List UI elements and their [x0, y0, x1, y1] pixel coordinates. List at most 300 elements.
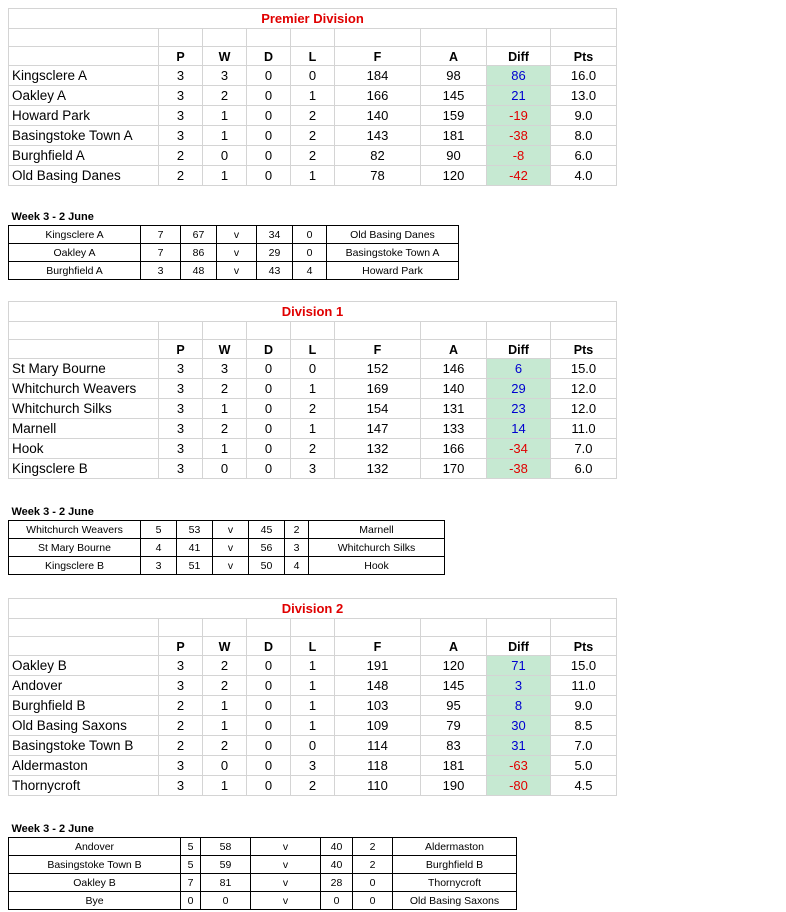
league-points: 7.0 [551, 439, 617, 459]
home-score: 81 [201, 874, 251, 892]
standings-row [9, 379, 617, 399]
away-match-points: 0 [293, 244, 327, 262]
won: 0 [203, 146, 247, 166]
week-title: Week 3 - 2 June [9, 208, 459, 226]
lost: 1 [291, 166, 335, 186]
league-points: 4.0 [551, 166, 617, 186]
away-score: 40 [321, 838, 353, 856]
away-team: Hook [309, 557, 445, 575]
pts-header: Pts [551, 637, 617, 656]
team-header [9, 637, 159, 656]
drawn: 0 [247, 676, 291, 696]
away-team: Marnell [309, 521, 445, 539]
diff-value: 8 [514, 698, 523, 713]
drawn: 0 [247, 66, 291, 86]
won: 2 [203, 419, 247, 439]
versus: v [217, 226, 257, 244]
points-diff [487, 126, 551, 146]
team-name: Andover [9, 676, 159, 696]
lost: 1 [291, 696, 335, 716]
team-name: Thornycroft [9, 776, 159, 796]
points-diff [487, 419, 551, 439]
played: 3 [159, 399, 203, 419]
away-score: 40 [321, 856, 353, 874]
team-name: Kingsclere B [9, 459, 159, 479]
division-2-table [8, 598, 617, 796]
home-score: 41 [177, 539, 213, 557]
league-points: 16.0 [551, 66, 617, 86]
league-points: 11.0 [551, 676, 617, 696]
drawn: 0 [247, 756, 291, 776]
played: 2 [159, 146, 203, 166]
played: 3 [159, 86, 203, 106]
points-diff [487, 106, 551, 126]
home-team: Burghfield A [9, 262, 141, 280]
diff-value: 29 [511, 381, 526, 396]
played: 3 [159, 66, 203, 86]
away-match-points: 2 [285, 521, 309, 539]
away-team: Thornycroft [393, 874, 517, 892]
diff-header: Diff [487, 637, 551, 656]
f-header: F [335, 47, 421, 66]
away-score: 56 [249, 539, 285, 557]
standings-row [9, 696, 617, 716]
points-for: 184 [335, 66, 421, 86]
home-match-points: 0 [181, 892, 201, 910]
points-against: 83 [421, 736, 487, 756]
division-1-week-fixtures [8, 503, 445, 575]
points-diff [487, 86, 551, 106]
division-title: Division 2 [9, 599, 617, 619]
points-for: 169 [335, 379, 421, 399]
a-header: A [421, 47, 487, 66]
won: 1 [203, 776, 247, 796]
team-name: Burghfield A [9, 146, 159, 166]
standings-row [9, 166, 617, 186]
played: 2 [159, 166, 203, 186]
points-for: 152 [335, 359, 421, 379]
played: 2 [159, 696, 203, 716]
standings-row [9, 756, 617, 776]
fixture-row [9, 874, 517, 892]
drawn: 0 [247, 126, 291, 146]
w-header: W [203, 340, 247, 359]
home-team: Basingstoke Town B [9, 856, 181, 874]
points-against: 190 [421, 776, 487, 796]
drawn: 0 [247, 439, 291, 459]
points-for: 154 [335, 399, 421, 419]
home-team: Kingsclere B [9, 557, 141, 575]
league-points: 6.0 [551, 146, 617, 166]
won: 1 [203, 126, 247, 146]
team-name: Marnell [9, 419, 159, 439]
points-against: 181 [421, 756, 487, 776]
won: 2 [203, 656, 247, 676]
division-title: Division 1 [9, 302, 617, 322]
points-against: 98 [421, 66, 487, 86]
l-header: L [291, 340, 335, 359]
f-header: F [335, 637, 421, 656]
points-diff [487, 716, 551, 736]
away-score: 34 [257, 226, 293, 244]
points-against: 79 [421, 716, 487, 736]
home-team: Kingsclere A [9, 226, 141, 244]
drawn: 0 [247, 776, 291, 796]
diff-value: -80 [509, 778, 528, 793]
points-against: 120 [421, 656, 487, 676]
home-team: Whitchurch Weavers [9, 521, 141, 539]
standings-row [9, 716, 617, 736]
versus: v [217, 244, 257, 262]
d-header: D [247, 47, 291, 66]
league-points: 5.0 [551, 756, 617, 776]
won: 2 [203, 736, 247, 756]
away-match-points: 4 [285, 557, 309, 575]
team-name: Whitchurch Silks [9, 399, 159, 419]
won: 3 [203, 359, 247, 379]
league-points: 15.0 [551, 656, 617, 676]
standings-row [9, 359, 617, 379]
versus: v [213, 557, 249, 575]
points-against: 133 [421, 419, 487, 439]
versus: v [251, 892, 321, 910]
points-for: 109 [335, 716, 421, 736]
points-for: 147 [335, 419, 421, 439]
away-team: Howard Park [327, 262, 459, 280]
played: 3 [159, 126, 203, 146]
d-header: D [247, 340, 291, 359]
team-header [9, 340, 159, 359]
home-team: Oakley A [9, 244, 141, 262]
played: 3 [159, 676, 203, 696]
away-match-points: 2 [353, 838, 393, 856]
lost: 0 [291, 66, 335, 86]
versus: v [251, 856, 321, 874]
league-points: 11.0 [551, 419, 617, 439]
home-match-points: 7 [141, 244, 181, 262]
p-header: P [159, 637, 203, 656]
standings-row [9, 146, 617, 166]
home-team: Oakley B [9, 874, 181, 892]
league-points: 4.5 [551, 776, 617, 796]
w-header: W [203, 47, 247, 66]
away-match-points: 4 [293, 262, 327, 280]
diff-value: -19 [509, 108, 528, 123]
diff-value: 86 [511, 68, 526, 83]
won: 1 [203, 166, 247, 186]
diff-header: Diff [487, 47, 551, 66]
points-diff [487, 66, 551, 86]
premier-division-table [8, 8, 617, 186]
diff-value: 31 [511, 738, 526, 753]
fixture-row [9, 539, 445, 557]
p-header: P [159, 47, 203, 66]
played: 2 [159, 736, 203, 756]
a-header: A [421, 637, 487, 656]
won: 1 [203, 106, 247, 126]
standings-row [9, 106, 617, 126]
drawn: 0 [247, 359, 291, 379]
points-diff [487, 399, 551, 419]
points-for: 114 [335, 736, 421, 756]
standings-row [9, 86, 617, 106]
played: 3 [159, 419, 203, 439]
home-score: 48 [181, 262, 217, 280]
points-against: 131 [421, 399, 487, 419]
lost: 2 [291, 399, 335, 419]
fixture-row [9, 244, 459, 262]
points-diff [487, 146, 551, 166]
home-team: Bye [9, 892, 181, 910]
lost: 1 [291, 379, 335, 399]
drawn: 0 [247, 166, 291, 186]
diff-value: 21 [511, 88, 526, 103]
points-against: 145 [421, 86, 487, 106]
home-match-points: 5 [181, 838, 201, 856]
points-against: 120 [421, 166, 487, 186]
versus: v [217, 262, 257, 280]
league-points: 9.0 [551, 696, 617, 716]
league-points: 8.0 [551, 126, 617, 146]
d-header: D [247, 637, 291, 656]
premier-week-fixtures [8, 208, 459, 280]
team-name: Old Basing Danes [9, 166, 159, 186]
lost: 1 [291, 656, 335, 676]
home-match-points: 7 [181, 874, 201, 892]
points-for: 103 [335, 696, 421, 716]
fixture-row [9, 521, 445, 539]
home-score: 58 [201, 838, 251, 856]
points-diff [487, 459, 551, 479]
week-title: Week 3 - 2 June [9, 503, 445, 521]
points-diff [487, 696, 551, 716]
home-team: Andover [9, 838, 181, 856]
points-against: 159 [421, 106, 487, 126]
points-against: 95 [421, 696, 487, 716]
standings-row [9, 656, 617, 676]
standings-row [9, 439, 617, 459]
league-points: 7.0 [551, 736, 617, 756]
team-name: Whitchurch Weavers [9, 379, 159, 399]
diff-value: 23 [511, 401, 526, 416]
played: 3 [159, 776, 203, 796]
fixture-row [9, 226, 459, 244]
points-for: 140 [335, 106, 421, 126]
diff-value: 3 [514, 678, 523, 693]
a-header: A [421, 340, 487, 359]
diff-value: -34 [509, 441, 528, 456]
league-points: 12.0 [551, 379, 617, 399]
diff-value: -38 [509, 128, 528, 143]
points-diff [487, 776, 551, 796]
points-diff [487, 439, 551, 459]
lost: 3 [291, 459, 335, 479]
away-team: Whitchurch Silks [309, 539, 445, 557]
home-match-points: 3 [141, 262, 181, 280]
pts-header: Pts [551, 340, 617, 359]
l-header: L [291, 637, 335, 656]
versus: v [213, 539, 249, 557]
away-team: Old Basing Danes [327, 226, 459, 244]
points-against: 166 [421, 439, 487, 459]
away-team: Basingstoke Town A [327, 244, 459, 262]
standings-row [9, 419, 617, 439]
league-points: 15.0 [551, 359, 617, 379]
won: 1 [203, 716, 247, 736]
division-2-week-fixtures [8, 820, 517, 910]
away-score: 45 [249, 521, 285, 539]
points-against: 146 [421, 359, 487, 379]
drawn: 0 [247, 106, 291, 126]
points-diff [487, 656, 551, 676]
lost: 2 [291, 776, 335, 796]
points-diff [487, 736, 551, 756]
won: 1 [203, 399, 247, 419]
points-for: 110 [335, 776, 421, 796]
week-title: Week 3 - 2 June [9, 820, 517, 838]
team-name: Basingstoke Town B [9, 736, 159, 756]
drawn: 0 [247, 419, 291, 439]
points-for: 132 [335, 459, 421, 479]
lost: 1 [291, 86, 335, 106]
points-for: 132 [335, 439, 421, 459]
diff-value: -38 [509, 461, 528, 476]
away-score: 43 [257, 262, 293, 280]
fixture-row [9, 838, 517, 856]
away-match-points: 0 [353, 892, 393, 910]
away-score: 29 [257, 244, 293, 262]
standings-row [9, 776, 617, 796]
lost: 2 [291, 146, 335, 166]
won: 2 [203, 676, 247, 696]
drawn: 0 [247, 656, 291, 676]
diff-header: Diff [487, 340, 551, 359]
lost: 0 [291, 736, 335, 756]
home-score: 51 [177, 557, 213, 575]
drawn: 0 [247, 716, 291, 736]
lost: 1 [291, 676, 335, 696]
lost: 2 [291, 106, 335, 126]
diff-value: 71 [511, 658, 526, 673]
diff-value: 14 [511, 421, 526, 436]
points-for: 166 [335, 86, 421, 106]
league-points: 8.5 [551, 716, 617, 736]
won: 3 [203, 66, 247, 86]
fixture-row [9, 892, 517, 910]
versus: v [251, 838, 321, 856]
division-1-table [8, 301, 617, 479]
away-team: Aldermaston [393, 838, 517, 856]
won: 2 [203, 379, 247, 399]
home-match-points: 5 [141, 521, 177, 539]
points-diff [487, 379, 551, 399]
l-header: L [291, 47, 335, 66]
points-against: 90 [421, 146, 487, 166]
versus: v [213, 521, 249, 539]
away-match-points: 3 [285, 539, 309, 557]
home-score: 86 [181, 244, 217, 262]
team-name: Basingstoke Town A [9, 126, 159, 146]
home-match-points: 3 [141, 557, 177, 575]
points-against: 170 [421, 459, 487, 479]
home-score: 53 [177, 521, 213, 539]
diff-value: -63 [509, 758, 528, 773]
f-header: F [335, 340, 421, 359]
played: 3 [159, 379, 203, 399]
played: 3 [159, 359, 203, 379]
lost: 1 [291, 419, 335, 439]
points-for: 118 [335, 756, 421, 776]
away-match-points: 0 [353, 874, 393, 892]
home-team: St Mary Bourne [9, 539, 141, 557]
standings-row [9, 459, 617, 479]
played: 3 [159, 656, 203, 676]
team-name: St Mary Bourne [9, 359, 159, 379]
drawn: 0 [247, 696, 291, 716]
diff-value: 6 [514, 361, 523, 376]
points-against: 181 [421, 126, 487, 146]
points-against: 145 [421, 676, 487, 696]
points-diff [487, 359, 551, 379]
lost: 3 [291, 756, 335, 776]
drawn: 0 [247, 459, 291, 479]
p-header: P [159, 340, 203, 359]
points-diff [487, 676, 551, 696]
drawn: 0 [247, 736, 291, 756]
pts-header: Pts [551, 47, 617, 66]
lost: 0 [291, 359, 335, 379]
won: 0 [203, 459, 247, 479]
drawn: 0 [247, 86, 291, 106]
points-diff [487, 166, 551, 186]
away-match-points: 0 [293, 226, 327, 244]
played: 3 [159, 439, 203, 459]
won: 1 [203, 439, 247, 459]
team-name: Oakley B [9, 656, 159, 676]
played: 2 [159, 716, 203, 736]
team-header [9, 47, 159, 66]
standings-row [9, 399, 617, 419]
away-score: 28 [321, 874, 353, 892]
standings-row [9, 66, 617, 86]
won: 2 [203, 86, 247, 106]
lost: 2 [291, 439, 335, 459]
diff-value: -8 [512, 148, 525, 163]
fixture-row [9, 856, 517, 874]
drawn: 0 [247, 146, 291, 166]
team-name: Hook [9, 439, 159, 459]
standings-row [9, 676, 617, 696]
home-match-points: 5 [181, 856, 201, 874]
league-points: 13.0 [551, 86, 617, 106]
points-for: 82 [335, 146, 421, 166]
team-name: Oakley A [9, 86, 159, 106]
points-diff [487, 756, 551, 776]
home-score: 0 [201, 892, 251, 910]
away-score: 0 [321, 892, 353, 910]
standings-row [9, 126, 617, 146]
played: 3 [159, 459, 203, 479]
league-points: 12.0 [551, 399, 617, 419]
w-header: W [203, 637, 247, 656]
drawn: 0 [247, 379, 291, 399]
away-team: Burghfield B [393, 856, 517, 874]
away-score: 50 [249, 557, 285, 575]
versus: v [251, 874, 321, 892]
team-name: Howard Park [9, 106, 159, 126]
away-team: Old Basing Saxons [393, 892, 517, 910]
points-for: 191 [335, 656, 421, 676]
